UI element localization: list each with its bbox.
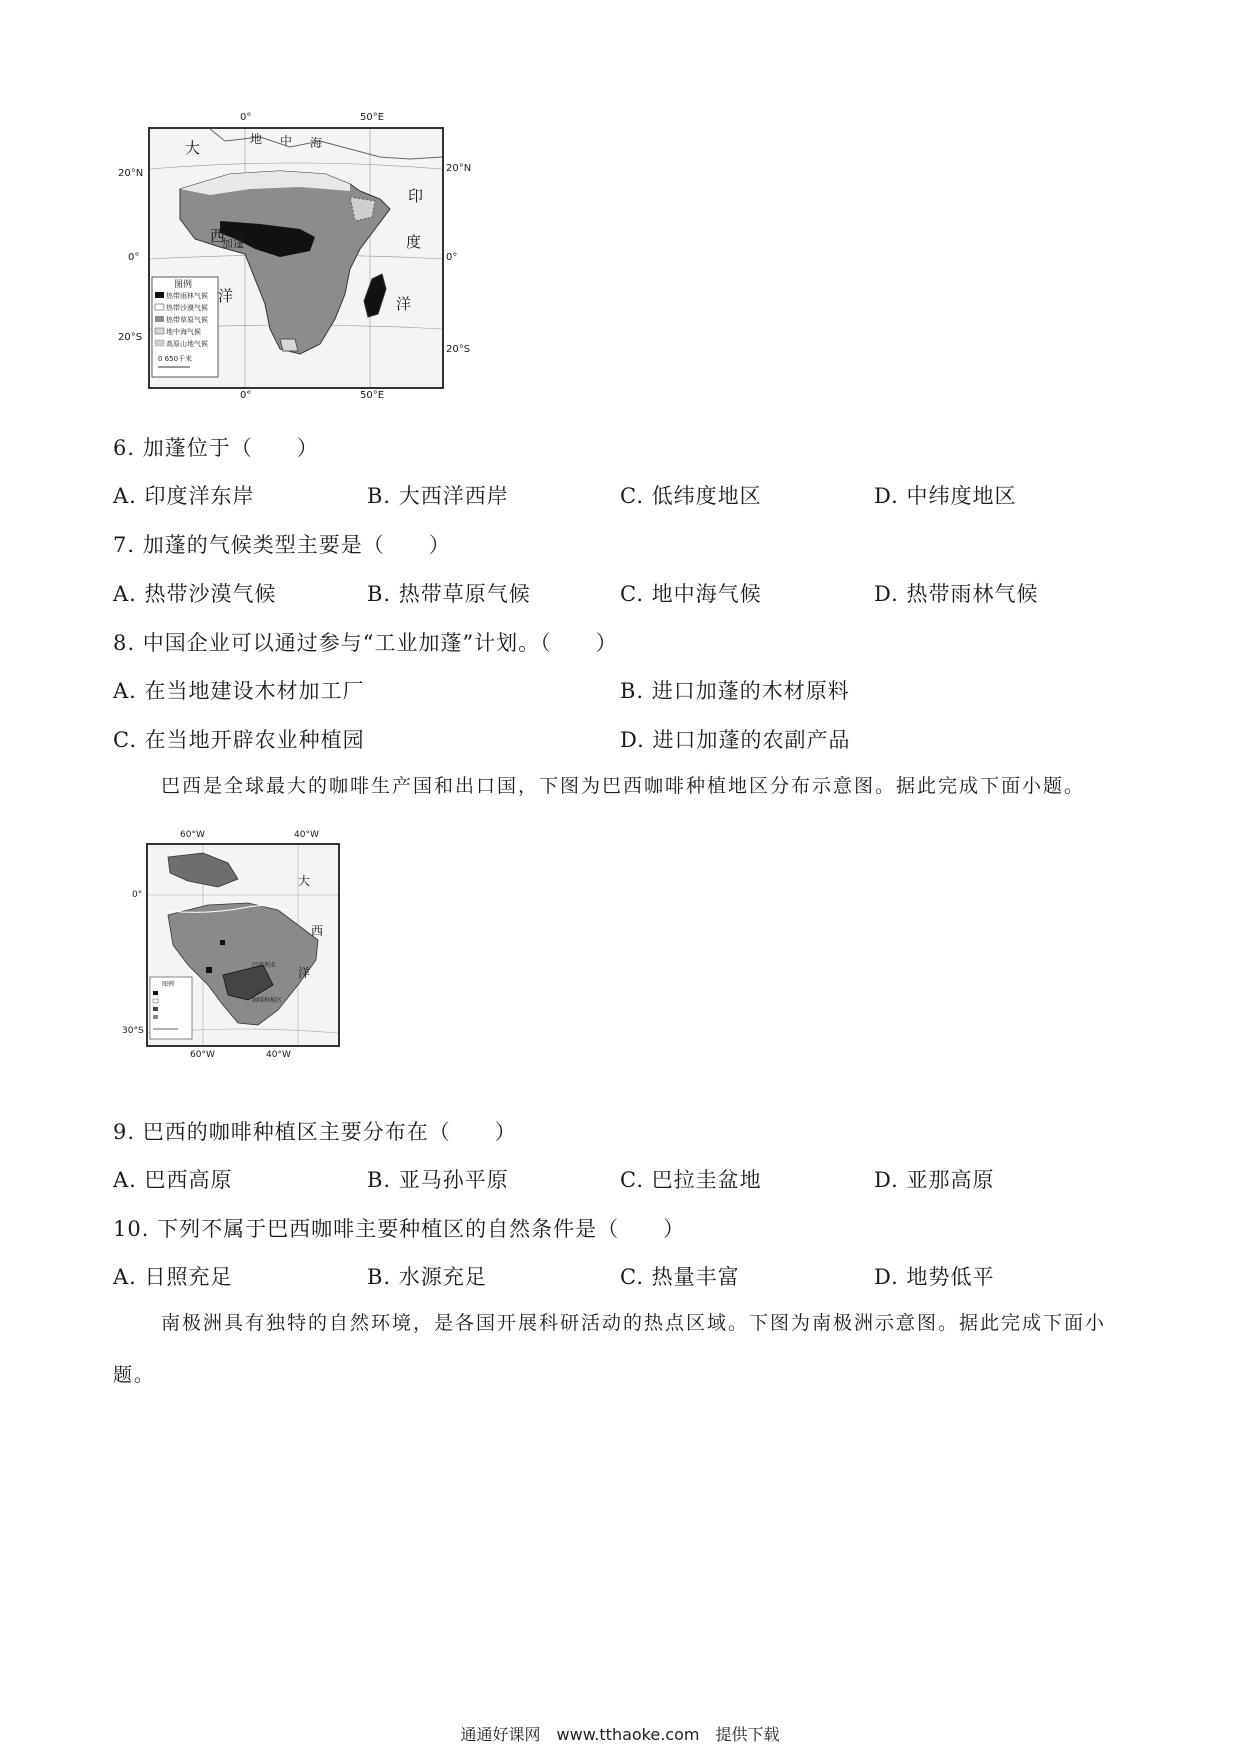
map1-label-hai: 海 bbox=[310, 136, 323, 150]
map1-lat-left-0: 20°N bbox=[118, 168, 144, 179]
map1-lat-left-2: 20°S bbox=[118, 332, 143, 343]
map2-label-yang: 洋 bbox=[298, 966, 311, 980]
q8-option-a[interactable]: A. 在当地建设木材加工厂 bbox=[113, 679, 365, 703]
q6-option-d[interactable]: D. 中纬度地区 bbox=[874, 484, 1017, 508]
map2-lon-bottom-0: 60°W bbox=[190, 1050, 215, 1060]
q7-option-b[interactable]: B. 热带草原气候 bbox=[367, 582, 531, 606]
map1-lat-right-1: 0° bbox=[446, 252, 458, 263]
map2-lat-1: 30°S bbox=[122, 1026, 144, 1036]
q8-stem: 8. 中国企业可以通过参与“工业加蓬”计划。（ ） bbox=[113, 631, 618, 655]
map1-label-da: 大 bbox=[185, 139, 201, 157]
map2-label-coffee: 咖啡种植区 bbox=[252, 997, 283, 1004]
q9-option-a[interactable]: A. 巴西高原 bbox=[113, 1168, 233, 1192]
map1-legend-item-0: 热带雨林气候 bbox=[166, 292, 208, 300]
map1-lon-top-1: 50°E bbox=[360, 112, 385, 123]
q10-option-d[interactable]: D. 地势低平 bbox=[874, 1265, 995, 1289]
map1-legend-item-3: 地中海气候 bbox=[166, 328, 201, 336]
map1-lat-left-1: 0° bbox=[128, 252, 140, 263]
q10-stem: 10. 下列不属于巴西咖啡主要种植区的自然条件是（ ） bbox=[113, 1217, 686, 1241]
map1-lat-right-0: 20°N bbox=[446, 163, 472, 174]
q7-option-a[interactable]: A. 热带沙漠气候 bbox=[113, 582, 277, 606]
map1-legend-item-1: 热带沙漠气候 bbox=[166, 304, 208, 312]
q9-option-c[interactable]: C. 巴拉圭盆地 bbox=[620, 1168, 762, 1192]
q8-option-c[interactable]: C. 在当地开辟农业种植园 bbox=[113, 728, 365, 752]
q6-stem: 6. 加蓬位于（ ） bbox=[113, 436, 319, 460]
q7-option-c[interactable]: C. 地中海气候 bbox=[620, 582, 762, 606]
map2-lon-top-1: 40°W bbox=[294, 830, 319, 840]
map1-legend-item-2: 热带草原气候 bbox=[166, 316, 208, 324]
map2-lon-top-0: 60°W bbox=[180, 830, 205, 840]
map1-label-xi: 西 bbox=[210, 227, 226, 245]
brazil-coffee-map bbox=[146, 843, 340, 1047]
q10-option-a[interactable]: A. 日照充足 bbox=[113, 1265, 233, 1289]
africa-climate-map bbox=[148, 127, 444, 389]
q8-option-d[interactable]: D. 进口加蓬的农副产品 bbox=[620, 728, 851, 752]
page-footer: 通通好课网 www.tthaoke.com 提供下载 bbox=[460, 1725, 780, 1744]
map1-lon-top-0: 0° bbox=[240, 112, 252, 123]
q9-stem: 9. 巴西的咖啡种植区主要分布在（ ） bbox=[113, 1120, 517, 1144]
map1-label-zhong: 中 bbox=[280, 134, 293, 148]
q9-option-b[interactable]: B. 亚马孙平原 bbox=[367, 1168, 509, 1192]
q6-option-b[interactable]: B. 大西洋西岸 bbox=[367, 484, 509, 508]
map2-legend-title: 图例 bbox=[162, 981, 175, 988]
map2-label-da: 大 bbox=[298, 874, 311, 888]
map1-label-di: 地 bbox=[250, 132, 263, 146]
q6-option-a[interactable]: A. 印度洋东岸 bbox=[113, 484, 255, 508]
q6-option-c[interactable]: C. 低纬度地区 bbox=[620, 484, 762, 508]
map1-label-gabon: 加蓬 bbox=[222, 237, 244, 250]
q8-option-b[interactable]: B. 进口加蓬的木材原料 bbox=[620, 679, 850, 703]
map1-label-yang2: 洋 bbox=[396, 295, 412, 313]
q7-stem: 7. 加蓬的气候类型主要是（ ） bbox=[113, 533, 451, 557]
map1-scale: 0 650千米 bbox=[158, 355, 193, 363]
map1-label-yin: 印 bbox=[408, 187, 424, 205]
q9-option-d[interactable]: D. 亚那高原 bbox=[874, 1168, 995, 1192]
map1-label-yang1: 洋 bbox=[218, 287, 234, 305]
map1-legend-title: 图例 bbox=[174, 280, 193, 290]
q10-option-c[interactable]: C. 热量丰富 bbox=[620, 1265, 740, 1289]
map1-lon-bottom-1: 50°E bbox=[360, 390, 385, 401]
map1-legend-item-4: 高原山地气候 bbox=[166, 340, 208, 348]
brazil-intro-paragraph: 巴西是全球最大的咖啡生产国和出口国，下图为巴西咖啡种植地区分布示意图。据此完成下面小题。 bbox=[161, 775, 1086, 797]
map1-lat-right-2: 20°S bbox=[446, 344, 471, 355]
brazil-map-svg bbox=[148, 845, 338, 1045]
africa-map-svg bbox=[150, 129, 442, 387]
map2-label-brasilia: 巴西利亚 bbox=[252, 962, 277, 969]
map1-label-du: 度 bbox=[406, 233, 422, 251]
map2-label-xi: 西 bbox=[311, 924, 324, 938]
q10-option-b[interactable]: B. 水源充足 bbox=[367, 1265, 487, 1289]
antarctica-intro-paragraph: 南极洲具有独特的自然环境，是各国开展科研活动的热点区域。下图为南极洲示意图。据此完成下面小题。 bbox=[113, 1312, 1107, 1386]
map1-lon-bottom-0: 0° bbox=[240, 390, 252, 401]
q7-option-d[interactable]: D. 热带雨林气候 bbox=[874, 582, 1039, 606]
map2-lat-0: 0° bbox=[132, 890, 143, 900]
map2-lon-bottom-1: 40°W bbox=[266, 1050, 291, 1060]
